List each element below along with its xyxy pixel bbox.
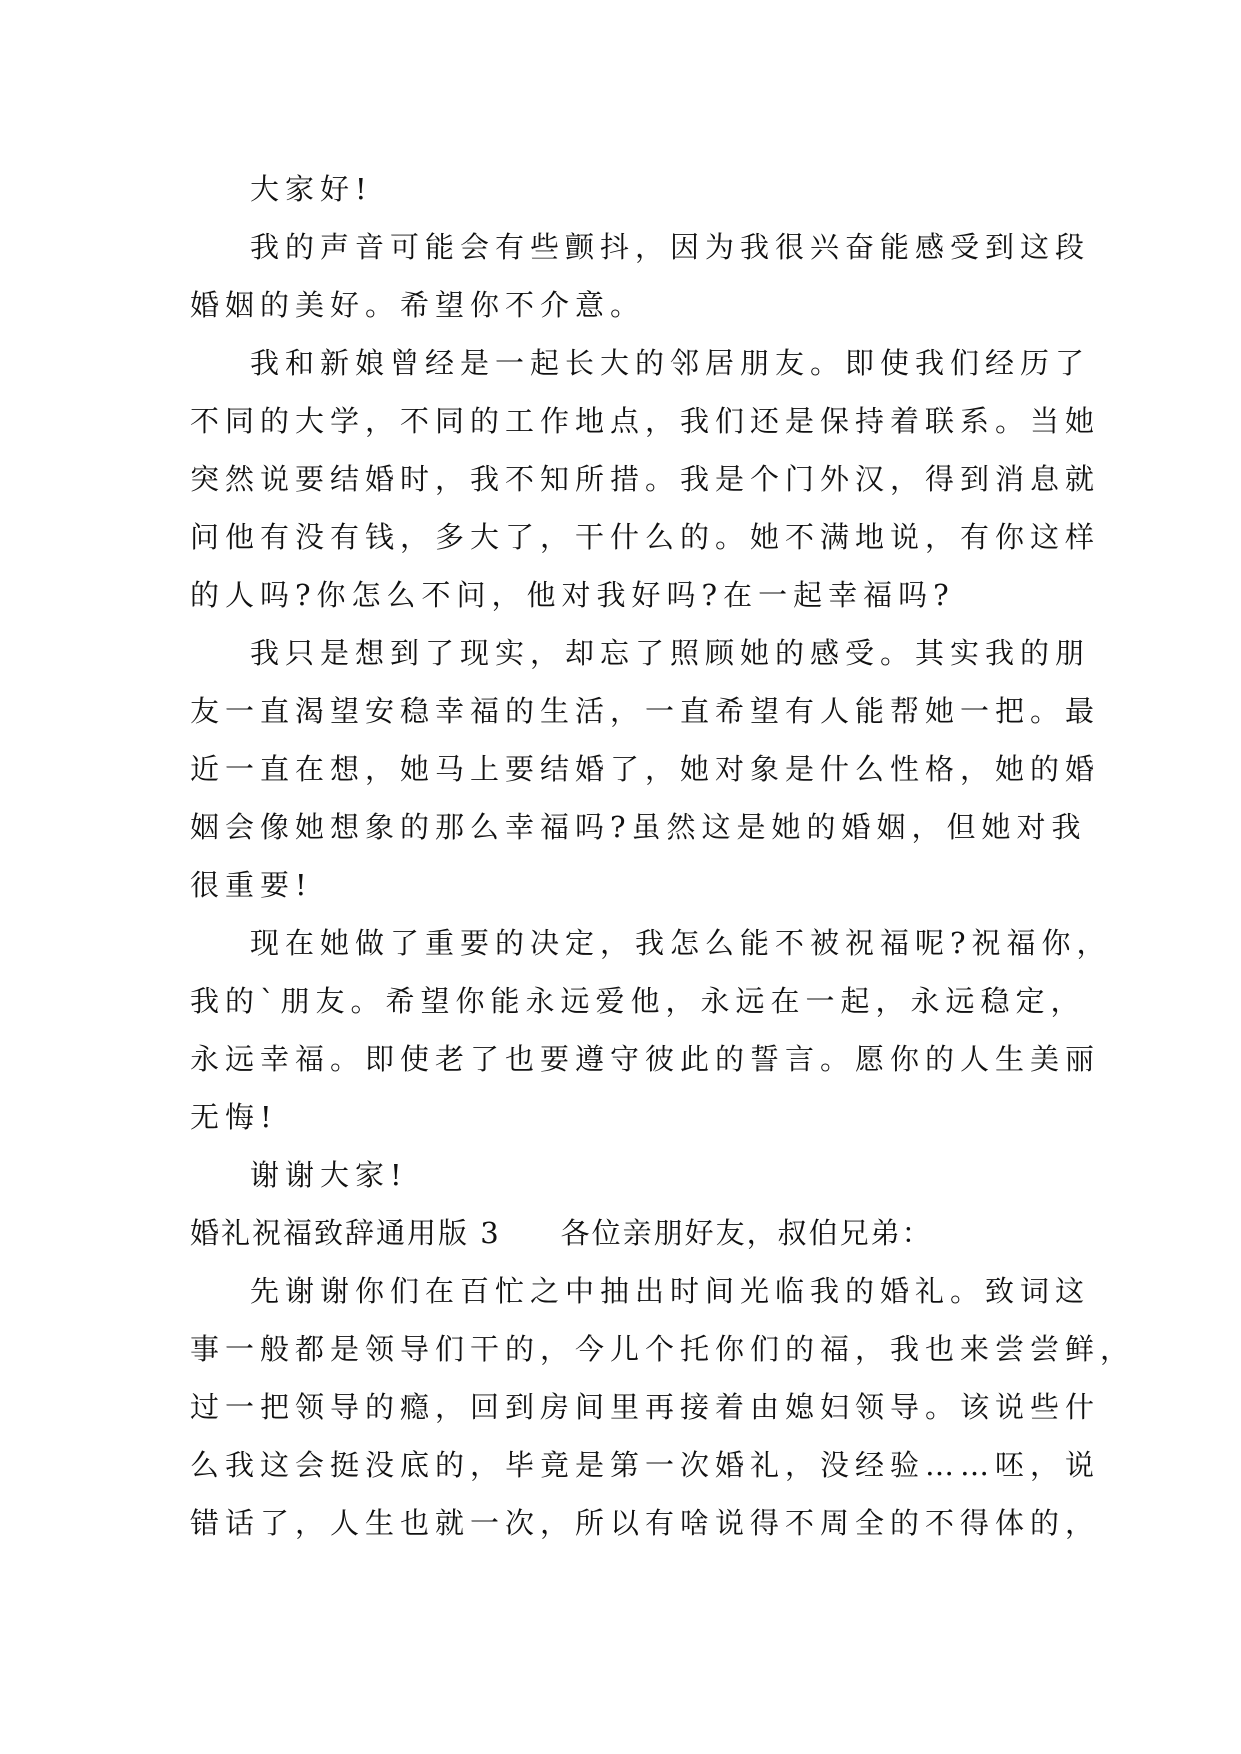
text-line: 我和新娘曾经是一起长大的邻居朋友。即使我们经历了 [250, 346, 1091, 380]
text-line: 么我这会挺没底的，毕竟是第一次婚礼，没经验……呸，说 [190, 1448, 1101, 1482]
text-line: 错话了，人生也就一次，所以有啥说得不周全的不得体的， [190, 1506, 1101, 1540]
text-line: 现在她做了重要的决定，我怎么能不被祝福呢?祝福你， [250, 926, 1112, 960]
text-line: 突然说要结婚时，我不知所措。我是个门外汉，得到消息就 [190, 462, 1101, 496]
document-page [190, 160, 1136, 1552]
section-heading [190, 1204, 1060, 1262]
text-line: 过一把领导的瘾，回到房间里再接着由媳妇领导。该说些什 [190, 1390, 1101, 1424]
text-line: 友一直渴望安稳幸福的生活，一直希望有人能帮她一把。最 [190, 694, 1101, 728]
speech-body-2 [190, 1262, 1136, 1552]
text-line: 近一直在想，她马上要结婚了，她对象是什么性格，她的婚 [190, 752, 1101, 786]
text-line: 我的声音可能会有些颤抖，因为我很兴奋能感受到这段 [250, 230, 1091, 264]
text-line: 的人吗?你怎么不问，他对我好吗?在一起幸福吗? [190, 578, 955, 612]
text-line: 婚姻的美好。希望你不介意。 [190, 288, 646, 322]
text-line: 姻会像她想象的那么幸福吗?虽然这是她的婚姻，但她对我 [190, 810, 1087, 844]
section-title: 婚礼祝福致辞通用版 3 [190, 1216, 501, 1250]
text-line: 不同的大学，不同的工作地点，我们还是保持着联系。当她 [190, 404, 1101, 438]
text-line: 我只是想到了现实，却忘了照顾她的感受。其实我的朋 [250, 636, 1091, 670]
text-line: 大家好! [250, 172, 373, 206]
text-line: 很重要! [190, 868, 313, 902]
text-line: 我的`朋友。希望你能永远爱他，永远在一起，永远稳定， [190, 984, 1086, 1018]
section-greeting: 各位亲朋好友，叔伯兄弟： [560, 1216, 933, 1250]
text-line: 事一般都是领导们干的，今儿个托你们的福，我也来尝尝鲜， [190, 1332, 1136, 1366]
text-line: 谢谢大家! [250, 1158, 408, 1192]
text-line: 无悔! [190, 1100, 278, 1134]
text-line: 先谢谢你们在百忙之中抽出时间光临我的婚礼。致词这 [250, 1274, 1091, 1308]
speech-body [190, 160, 1112, 1204]
text-line: 永远幸福。即使老了也要遵守彼此的誓言。愿你的人生美丽 [190, 1042, 1101, 1076]
text-line: 问他有没有钱，多大了，干什么的。她不满地说，有你这样 [190, 520, 1101, 554]
